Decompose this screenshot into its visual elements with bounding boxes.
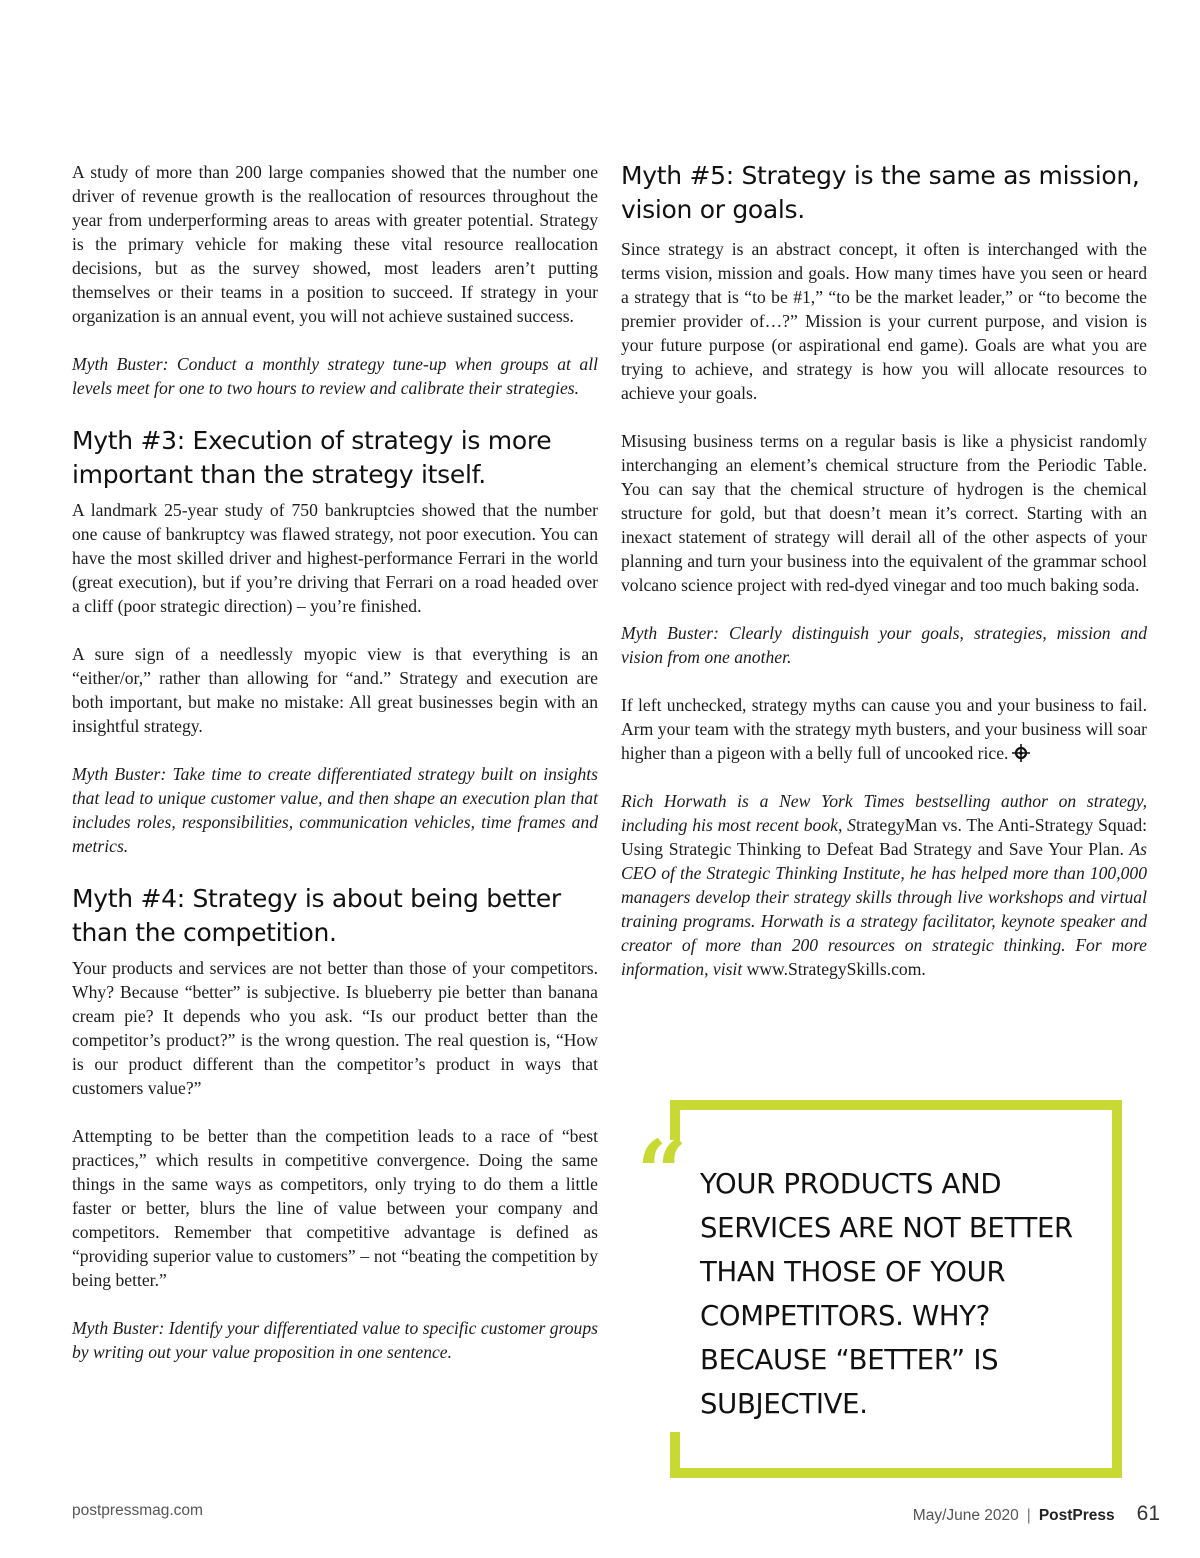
bio-book-initial: S (847, 815, 856, 835)
conclusion-paragraph (621, 693, 1147, 765)
pull-quote-text: YOUR PRODUCTS AND SERVICES ARE NOT BETTER THAN THOSE OF YOUR COMPETITORS. WHY? BECAUSE “BETTER” IS SUBJECTIVE. (700, 1168, 1073, 1420)
body-paragraph: A sure sign of a needlessly myopic view is that everything is an “either/or,” rather than allowing for “and.” Strategy and execution are both important, but make no mistake: All great businesses begin with an insightful strategy. (72, 644, 598, 736)
author-bio (621, 789, 1147, 981)
bio-intro: Rich Horwath is a New York Times bestselling author on strategy, including his most recent book, (621, 791, 1147, 835)
pull-quote-border-bottom (670, 1468, 1122, 1478)
body-paragraph: A study of more than 200 large companies showed that the number one driver of revenue growth is the reallocation of resources throughout the year from underperforming areas to areas with greater potential. Strategy is the primary vehicle for making these vital resource reallocation decisions, but as the survey showed, most leaders aren’t putting themselves or their teams in a position to succeed. If strategy in your organization is an annual event, you will not achieve sustained success. (72, 162, 598, 326)
bio-book-title: trategyMan vs. The Anti-Strategy Squad: Using Strategic Thinking to Defeat Bad Strategy and Save Your Plan. (621, 815, 1148, 859)
myth-buster-note: Myth Buster: Take time to create differentiated strategy built on insights that lead to unique customer value, and then shape an execution plan that includes roles, responsibilities, communication vehicles, time frames and metrics. (72, 764, 598, 856)
body-paragraph: Attempting to be better than the competition leads to a race of “best practices,” which results in competitive convergence. Doing the same things in the same ways as competitors, only trying to do them a little faster or better, blurs the line of value between your company and competitors. Remember that competitive advantage is defined as “providing superior value to customers” – not “beating the competition by being better.” (72, 1126, 598, 1290)
footer-issue-date: May/June 2020 (912, 1507, 1019, 1524)
myth-5-heading: Myth #5: Strategy is the same as mission, vision or goals. (621, 161, 1140, 224)
left-column (72, 160, 598, 1388)
myth-buster-note: Myth Buster: Identify your differentiated value to specific customer groups by writing out your value proposition in one sentence. (72, 1318, 598, 1362)
bio-details: As CEO of the Strategic Thinking Institute, he has helped more than 100,000 managers develop their strategy skills through live workshops and virtual training programs. Horwath is a strategy facilitator, keynote speaker and creator of more than 200 resources on strategic thinking. For more information, visit (621, 839, 1147, 979)
pull-quote (636, 1100, 1122, 1478)
footer-brand: PostPress (1038, 1507, 1115, 1524)
bio-website-link[interactable]: www.StrategySkills.com. (746, 959, 926, 979)
body-paragraph: Misusing business terms on a regular basis is like a physicist randomly interchanging an element’s chemical structure from the Periodic Table. You can say that the chemical structure of hydrogen is the chemical structure for gold, but that doesn’t mean it’s correct. Starting with an inexact statement of strategy will derail all of the other aspects of your planning and turn your business into the equivalent of the grammar school volcano science project with red-dyed vinegar and too much baking soda. (621, 431, 1147, 595)
pull-quote-border-left-bottom (670, 1432, 680, 1478)
footer-website[interactable]: postpressmag.com (72, 1502, 203, 1519)
myth-3-heading: Myth #3: Execution of strategy is more important than the strategy itself. (72, 426, 552, 489)
myth-4-heading: Myth #4: Strategy is about being better than the competition. (72, 884, 561, 947)
page-number: 61 (1136, 1502, 1160, 1525)
body-paragraph: Since strategy is an abstract concept, it often is interchanged with the terms vision, mission and goals. How many times have you seen or heard a strategy that is “to be #1,” “to be the market leader,” or “to become the premier provider of…?” Mission is your current purpose, and vision is your future purpose (or aspirational end game). Goals are what you are trying to achieve, and strategy is how you will allocate resources to achieve your goals. (621, 239, 1147, 403)
myth-buster-note: Myth Buster: Conduct a monthly strategy tune-up when groups at all levels meet for one to two hours to review and calibrate their strategies. (72, 354, 598, 398)
pull-quote-border-right (1112, 1100, 1122, 1478)
pull-quote-border-top (670, 1100, 1122, 1110)
body-paragraph: Your products and services are not better than those of your competitors. Why? Because “better” is subjective. Is blueberry pie better than banana cream pie? It depends who you ask. “Is our product better than the competitor’s product?” is the wrong question. The real question is, “How is our product different than the competitor’s product in ways that customers value?” (72, 958, 598, 1098)
body-paragraph: A landmark 25-year study of 750 bankruptcies showed that the number one cause of bankruptcy was flawed strategy, not poor execution. You can have the most skilled driver and highest-performance Ferrari in the world (great execution), but if you’re driving that Ferrari on a road headed over a cliff (poor strategic direction) – you’re finished. (72, 500, 598, 616)
quote-mark-icon: “ (636, 1128, 688, 1184)
right-column (621, 160, 1147, 1005)
conclusion-text: If left unchecked, strategy myths can cause you and your business to fail. Arm your team with the strategy myth busters, and your business will soar higher than a pigeon with a belly full of uncooked rice. (621, 695, 1147, 763)
footer-separator: | (1026, 1507, 1031, 1524)
end-mark-icon (1012, 744, 1030, 762)
footer-issue-info (913, 1502, 1160, 1526)
myth-buster-note: Myth Buster: Clearly distinguish your goals, strategies, mission and vision from one another. (621, 623, 1147, 667)
